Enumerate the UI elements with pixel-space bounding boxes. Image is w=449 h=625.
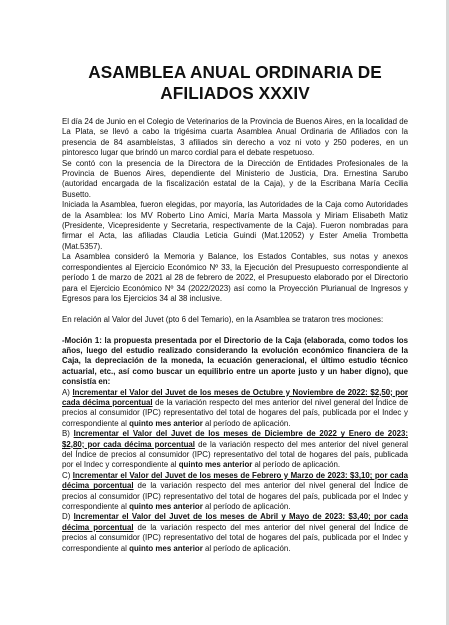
item-tail: al período de aplicación. — [202, 418, 291, 428]
item-bold-highlight: quinto mes anterior — [129, 418, 203, 428]
intro-paragraph: Se contó con la presencia de la Directora de la Dirección de Entidades Profesionales de la Provincia de Buenos Aires, dependiente del Ministerio de Justicia, Dra. Ernestina Sarubo (autoridad encargada de la fiscalización estatal de la Caja), y de la Escribana María Cecilia Busetto. — [62, 158, 408, 199]
mocion-item-a — [62, 388, 408, 430]
document-title — [62, 62, 408, 104]
item-text: de la variación respecto del mes anterior del nivel general del Índice de precios al consumidor (IPC) representativo del total de hogares del país, publicada por el Indec y correspondiente al — [62, 439, 408, 470]
paragraph-spacer — [62, 325, 408, 335]
item-text: de la variación respecto del mes anterior del nivel general del Índice de precios al consumidor (IPC) representativo del total de hogares del país, publicada por el Indec y correspondiente al — [62, 522, 408, 553]
intro-paragraph: El día 24 de Junio en el Colegio de Veterinarios de la Provincia de Buenos Aires, en la localidad de La Plata, se llevó a cabo la trigésima cuarta Asamblea Anual Ordinaria de Afiliados con la presencia de 84 asambleístas, 3 afiliados sin derecho a voz ni voto y 250 poderes, en un pintoresco lugar que brindó un marco cordial para el debate respetuoso. — [62, 117, 408, 158]
item-tail: al período de aplicación. — [202, 502, 291, 511]
intro-paragraph: La Asamblea consideró la Memoria y Balance, los Estados Contables, sus notas y anexos correspondientes al Ejercicio Económico Nº 33, la Ejecución del Presupuesto correspondiente al período 1 de marzo de 2021 al 28 de febrero de 2022, el Presupuesto elaborado por el Directorio para el Ejercicio Económico Nº 34 (2022/2023) así como la Proyección Plurianual de Ingresos y Egresos para los Ejercicios 34 al 38 inclusive. — [62, 252, 408, 303]
item-letter: A) — [62, 387, 73, 397]
item-text: de la variación respecto del mes anterior del nivel general del Índice de precios al consumidor (IPC) representativo del total de hogares del país, publicada por el Indec y correspondiente al — [62, 397, 408, 428]
item-bold-highlight: quinto mes anterior — [129, 543, 203, 553]
mocion-item-b — [62, 429, 408, 471]
item-tail: al período de aplicación. — [252, 460, 341, 470]
title-line-2: AFILIADOS XXXIV — [160, 83, 310, 103]
item-letter: D) — [62, 512, 74, 522]
item-bold-highlight: quinto mes anterior — [129, 502, 203, 511]
mocion-item-c — [62, 471, 408, 513]
item-letter: C) — [62, 470, 73, 480]
title-line-1: ASAMBLEA ANUAL ORDINARIA DE — [88, 62, 382, 82]
mocion-1: -Moción 1: la propuesta presentada por el Directorio de la Caja (elaborada, como todos los años, luego del estudio realizado considerando la evolución económico financiera de la Caja, la depreciación de la moneda, la ecuación generacional, el último estudio técnico actuarial, etc., así como buscar un equilibrio entre un aporte justo y un haber digno), que consistía en: — [62, 335, 408, 387]
item-tail: al período de aplicación. — [202, 543, 291, 553]
item-bold-highlight: quinto mes anterior — [178, 460, 253, 470]
item-letter: B) — [62, 429, 74, 439]
item-bold-text: Incrementar el Valor del Juvet de los meses de Febrero y Marzo de 2023: $3,10; por cada décima porcentual — [62, 470, 408, 491]
intro-paragraph: Iniciada la Asamblea, fueron elegidas, por mayoría, las Autoridades de la Caja como Autoridades de la Asamblea: los MV Roberto Lino Amici, María Marta Massola y Miriam Elisabeth Matiz (Presidente, Vicepresidente y Secretaria, respectivamente de la Caja). Fueron nombradas para firmar el Acta, las afiliadas Claudia Leticia Guindi (Mat.12052) y Ester Amelia Trombetta (Mat.5357). — [62, 200, 408, 251]
item-bold-text: Incrementar el Valor del Juvet de los meses de Octubre y Noviembre de 2022: $2,50; por cada décima porcentual — [62, 387, 408, 407]
document-page — [62, 62, 408, 554]
item-bold-text: Incrementar el Valor del Juvet de los meses de Diciembre de 2022 y Enero de 2023: $2,80; por cada décima porcentual — [62, 429, 408, 449]
item-text: de la variación respecto del mes anterior del nivel general del Índice de precios al consumidor (IPC) representativo del total de hogares del país, publicada por el Indec y correspondiente al — [62, 481, 408, 511]
valor-juvet-intro: En relación al Valor del Juvet (pto 6 del Temario), en la Asamblea se trataron tres mociones: — [62, 314, 384, 324]
mocion-item-d — [62, 512, 408, 554]
item-bold-text: Incrementar el Valor del Juvet de los meses de Abril y Mayo de 2023: $3,40; por cada décima porcentual — [62, 512, 408, 532]
paragraph-spacer — [62, 304, 408, 314]
document-body — [62, 117, 408, 554]
